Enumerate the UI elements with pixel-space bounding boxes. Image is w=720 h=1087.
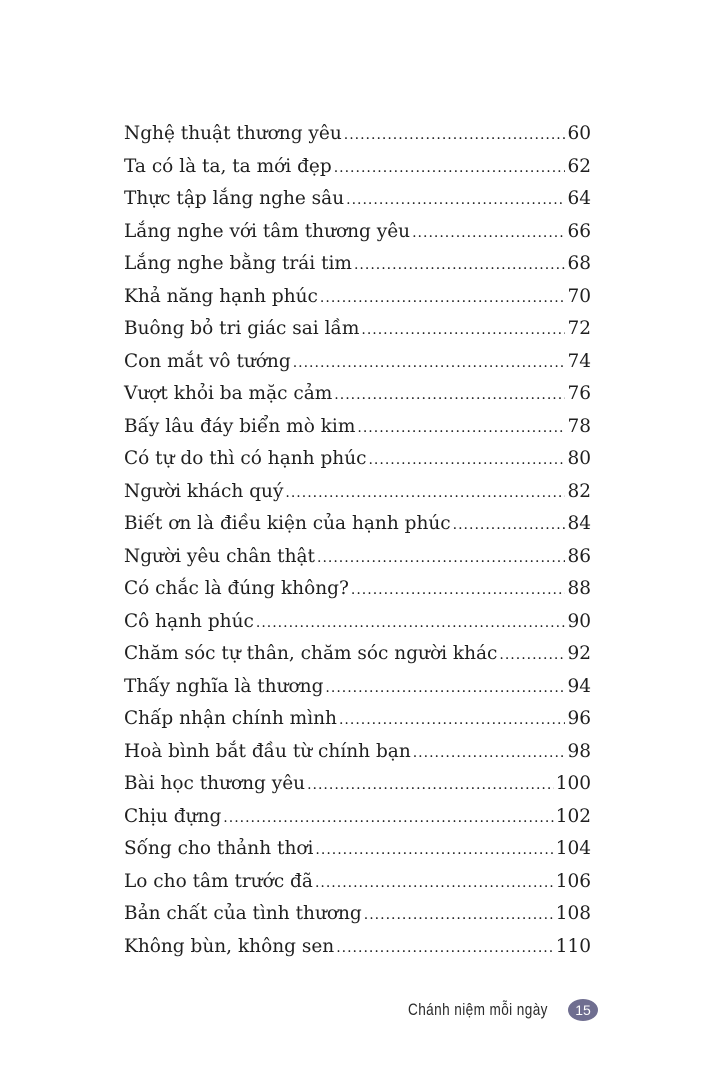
toc-entry-title: Chịu đựng (124, 805, 222, 827)
dot-leader (354, 257, 565, 273)
toc-entry-title: Bài học thương yêu (124, 773, 306, 794)
toc-entry (124, 806, 591, 839)
toc-entry (124, 416, 591, 449)
toc-entry-title: Buông bỏ tri giác sai lầm (124, 318, 360, 339)
dot-leader (334, 160, 566, 176)
toc-entry-title: Người khách quý (124, 480, 284, 502)
page-number-badge: 15 (568, 999, 598, 1021)
toc-entry-page: 98 (567, 740, 591, 762)
dot-leader (315, 875, 554, 891)
toc-entry (124, 221, 591, 254)
toc-entry-page: 90 (567, 610, 591, 632)
dot-leader (256, 615, 566, 631)
dot-leader (344, 127, 566, 143)
toc-entry (124, 448, 591, 481)
toc-entry (124, 318, 591, 351)
toc-entry (124, 936, 591, 969)
toc-entry-title: Thực tập lắng nghe sâu (124, 188, 345, 209)
toc-entry (124, 513, 591, 546)
dot-leader (325, 680, 565, 696)
dot-leader (317, 550, 565, 566)
dot-leader (334, 387, 565, 403)
toc-entry (124, 546, 591, 579)
toc-entry (124, 253, 591, 286)
dot-leader (413, 745, 566, 761)
toc-entry-page: 102 (555, 805, 591, 827)
dot-leader (285, 485, 565, 501)
toc-entry (124, 481, 591, 514)
toc-entry (124, 676, 591, 709)
toc-entry-page: 110 (555, 935, 591, 957)
toc-entry-page: 80 (567, 448, 591, 469)
toc-entry-title: Nghệ thuật thương yêu (124, 123, 342, 144)
toc-entry-title: Lo cho tâm trước đã (124, 870, 313, 892)
toc-entry-page: 72 (567, 318, 591, 339)
dot-leader (361, 322, 565, 338)
dot-leader (351, 582, 566, 598)
toc-entry-title: Không bùn, không sen (124, 935, 335, 957)
toc-entry-page: 96 (567, 708, 591, 729)
toc-entry-page: 78 (567, 415, 591, 437)
dot-leader (357, 420, 565, 436)
dot-leader (346, 192, 565, 208)
dot-leader (315, 842, 553, 858)
toc-entry-title: Thấy nghĩa là thương (124, 675, 324, 697)
toc-entry (124, 123, 591, 156)
dot-leader (499, 647, 565, 663)
toc-entry-page: 94 (567, 675, 591, 697)
dot-leader (223, 810, 553, 826)
toc-entry-page: 64 (567, 188, 591, 209)
dot-leader (364, 907, 554, 923)
toc-entry-title: Ta có là ta, ta mới đẹp (124, 155, 332, 177)
dot-leader (336, 940, 553, 956)
toc-entry-page: 62 (567, 155, 591, 177)
toc-entry (124, 643, 591, 676)
toc-entry (124, 838, 591, 871)
page-footer (0, 998, 598, 1026)
toc-entry-page: 74 (567, 350, 591, 372)
toc-entry-title: Cô hạnh phúc (124, 610, 254, 632)
toc-entry-page: 100 (555, 773, 591, 794)
toc-entry-title: Lắng nghe với tâm thương yêu (124, 220, 411, 242)
dot-leader (368, 452, 565, 468)
toc-entry (124, 578, 591, 611)
toc-entry-page: 66 (567, 220, 591, 242)
toc-entry (124, 903, 591, 936)
toc-entry-page: 76 (567, 383, 591, 404)
toc-entry-page: 88 (567, 578, 591, 599)
toc-entry-page: 60 (567, 123, 591, 144)
toc-entry-title: Sống cho thảnh thơi (124, 838, 314, 859)
toc-entry-page: 106 (555, 870, 591, 892)
dot-leader (412, 225, 565, 241)
toc-entry-page: 68 (567, 253, 591, 274)
toc-entry (124, 611, 591, 644)
dot-leader (293, 355, 566, 371)
running-title: Chánh niệm mỗi ngày (408, 1000, 548, 1019)
dot-leader (307, 777, 554, 793)
toc-entry-title: Lắng nghe bằng trái tim (124, 253, 352, 274)
toc-entry (124, 741, 591, 774)
dot-leader (453, 517, 566, 533)
toc-entry (124, 351, 591, 384)
toc-entry-title: Biết ơn là điều kiện của hạnh phúc (124, 513, 451, 534)
toc-entry-title: Người yêu chân thật (124, 545, 315, 567)
table-of-contents (124, 123, 591, 968)
toc-entry-page: 82 (567, 480, 591, 502)
dot-leader (339, 712, 565, 728)
toc-entry-title: Có chắc là đúng không? (124, 578, 349, 599)
toc-entry-title: Bấy lâu đáy biển mò kim (124, 415, 356, 437)
toc-entry-title: Có tự do thì có hạnh phúc (124, 448, 367, 469)
toc-entry-title: Vượt khỏi ba mặc cảm (124, 383, 333, 404)
toc-entry (124, 383, 591, 416)
toc-entry-title: Chăm sóc tự thân, chăm sóc người khác (124, 643, 498, 664)
toc-entry-title: Hoà bình bắt đầu từ chính bạn (124, 740, 411, 762)
toc-entry-page: 70 (567, 285, 591, 307)
toc-entry (124, 156, 591, 189)
dot-leader (320, 290, 566, 306)
toc-entry-title: Con mắt vô tướng (124, 350, 291, 372)
toc-entry-page: 92 (567, 643, 591, 664)
toc-entry-page: 104 (555, 838, 591, 859)
toc-entry (124, 708, 591, 741)
toc-entry-title: Bản chất của tình thương (124, 903, 362, 924)
toc-entry (124, 286, 591, 319)
toc-entry-title: Chấp nhận chính mình (124, 708, 337, 729)
toc-entry (124, 188, 591, 221)
toc-entry (124, 871, 591, 904)
toc-entry (124, 773, 591, 806)
toc-entry-page: 86 (567, 545, 591, 567)
toc-entry-title: Khả năng hạnh phúc (124, 285, 318, 307)
toc-entry-page: 108 (555, 903, 591, 924)
toc-entry-page: 84 (567, 513, 591, 534)
